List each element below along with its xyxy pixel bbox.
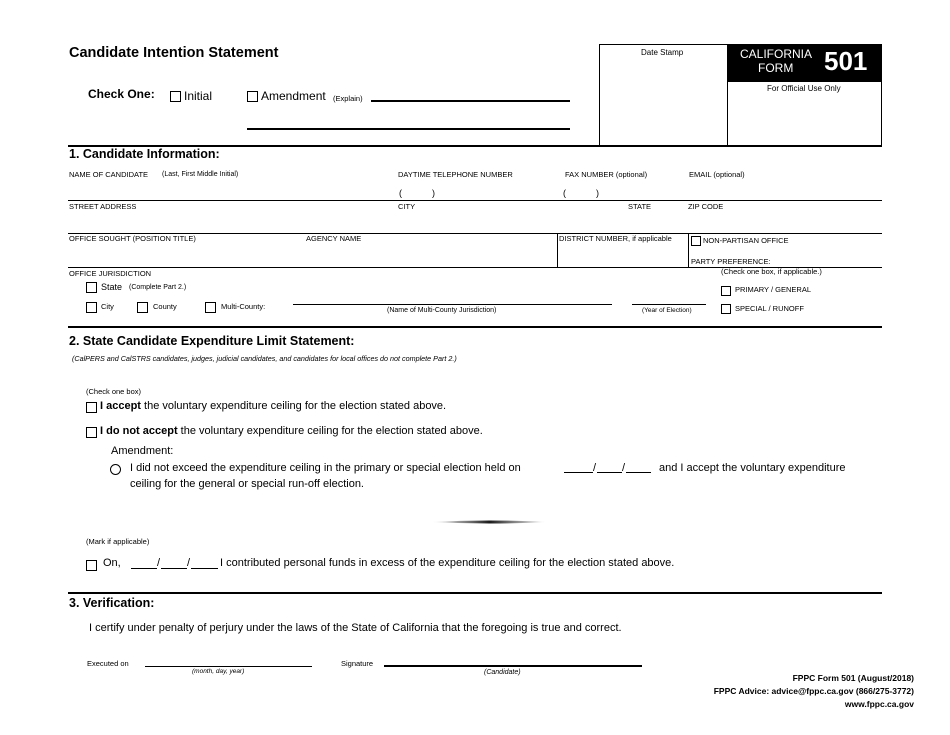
name-label: NAME OF CANDIDATE [69, 170, 149, 179]
not-accept-checkbox[interactable] [86, 427, 97, 438]
multi-county-hint: (Name of Multi-County Jurisdiction) [387, 307, 497, 314]
street-label: STREET ADDRESS [69, 202, 137, 211]
district-label: DISTRICT NUMBER, if applicable [559, 234, 672, 243]
special-runoff-checkbox[interactable] [721, 304, 731, 314]
section2-rule [68, 326, 882, 328]
jurisdiction-city-checkbox[interactable] [86, 302, 97, 313]
funds-date-day[interactable] [161, 568, 187, 569]
daytime-phone-label: DAYTIME TELEPHONE NUMBER [398, 170, 513, 179]
phone-paren-open: ( [399, 188, 402, 198]
fax-label: FAX NUMBER (optional) [565, 170, 648, 179]
amendment-label: Amendment [261, 89, 326, 103]
footer-website: www.fppc.ca.gov [844, 699, 914, 709]
amend-date-year[interactable] [626, 472, 651, 473]
not-accept-statement [100, 425, 483, 437]
section3-rule [68, 592, 882, 594]
county-option-label: County [153, 302, 177, 311]
phone-paren-close: ) [432, 188, 435, 198]
amendment-line1-b: and I accept the voluntary expenditure [659, 462, 846, 474]
special-runoff-label: SPECIAL / RUNOFF [735, 304, 804, 313]
state-option-hint: (Complete Part 2.) [129, 284, 187, 291]
office-sought-label: OFFICE SOUGHT (POSITION TITLE) [69, 234, 196, 243]
signature-line[interactable] [384, 665, 642, 667]
name-hint: (Last, First Middle Initial) [162, 171, 239, 178]
personal-funds-text: I contributed personal funds in excess of the expenditure ceiling for the election stated above. [220, 557, 675, 569]
funds-date-year[interactable] [191, 568, 218, 569]
year-hint: (Year of Election) [642, 307, 692, 314]
funds-date-slash-1: / [157, 557, 161, 569]
accept-rest: the voluntary expenditure ceiling for the election stated above. [140, 400, 447, 412]
check-one-if-applicable: (Check one box, if applicable.) [721, 267, 822, 276]
funds-date-month[interactable] [131, 568, 157, 569]
non-partisan-label: NON-PARTISAN OFFICE [703, 236, 789, 245]
not-accept-bold: I do not accept [100, 425, 178, 437]
footer-form-info: FPPC Form 501 (August/2018) [792, 673, 914, 683]
year-of-election-line[interactable] [632, 304, 706, 305]
accept-checkbox[interactable] [86, 402, 97, 413]
city-option-label: City [101, 302, 114, 311]
form-number-block [728, 44, 882, 82]
on-label: On, [103, 557, 121, 569]
personal-funds-checkbox[interactable] [86, 560, 97, 571]
jurisdiction-multi-county-checkbox[interactable] [205, 302, 216, 313]
funds-date-slash-2: / [187, 557, 191, 569]
jurisdiction-label: OFFICE JURISDICTION [69, 269, 152, 278]
certify-text: I certify under penalty of perjury under the laws of the State of California that the foregoing is true and correct. [89, 622, 622, 634]
section2-amendment-label: Amendment: [111, 445, 174, 457]
agency-label: AGENCY NAME [306, 234, 362, 243]
amend-date-slash-1: / [593, 462, 597, 474]
candidate-hint: (Candidate) [484, 669, 521, 676]
jurisdiction-county-checkbox[interactable] [137, 302, 148, 313]
fax-paren-close: ) [596, 188, 599, 198]
section3-heading: 3. Verification: [69, 596, 155, 610]
primary-general-checkbox[interactable] [721, 286, 731, 296]
city-label: CITY [398, 202, 416, 211]
multi-county-name-line[interactable] [293, 304, 612, 305]
form-number: 501 [824, 46, 868, 76]
signature-label: Signature [341, 659, 374, 668]
party-divider [688, 233, 689, 267]
explain-hint: (Explain) [333, 94, 363, 103]
state-option-label: State [101, 282, 123, 292]
initial-checkbox[interactable] [170, 91, 181, 102]
non-partisan-checkbox[interactable] [691, 236, 701, 246]
date-hint: (month, day, year) [192, 668, 245, 675]
multi-county-option-label: Multi-County: [221, 302, 266, 311]
party-pref-label: PARTY PREFERENCE: [691, 257, 771, 266]
official-use-label: For Official Use Only [767, 84, 841, 93]
check-one-label: Check One: [88, 87, 155, 101]
amend-date-day[interactable] [597, 472, 622, 473]
zip-label: ZIP CODE [688, 202, 724, 211]
amendment-radio[interactable] [110, 464, 121, 475]
decorative-divider [432, 518, 547, 526]
section2-heading: 2. State Candidate Expenditure Limit Statement: [69, 334, 355, 348]
amendment-line2: ceiling for the general or special run-off election. [130, 478, 364, 490]
state-label: STATE [628, 202, 652, 211]
mark-if-applicable: (Mark if applicable) [86, 537, 150, 546]
jurisdiction-state-checkbox[interactable] [86, 282, 97, 293]
form-word: FORM [758, 61, 794, 75]
accept-bold: I accept [100, 400, 141, 412]
amendment-line1-a: I did not exceed the expenditure ceiling in the primary or special election held on [130, 462, 521, 474]
explain-line-2[interactable] [247, 128, 570, 130]
footer-advice: FPPC Advice: advice@fppc.ca.gov (866/275-3772) [713, 686, 914, 696]
district-divider [557, 233, 558, 267]
not-accept-rest: the voluntary expenditure ceiling for the election stated above. [177, 425, 483, 437]
page-title: Candidate Intention Statement [69, 45, 279, 61]
form-state: CALIFORNIA [740, 47, 813, 61]
row-rule-1 [68, 200, 882, 201]
section1-heading: 1. Candidate Information: [69, 147, 220, 161]
email-label: EMAIL (optional) [689, 170, 745, 179]
amendment-checkbox[interactable] [247, 91, 258, 102]
amend-date-month[interactable] [564, 472, 593, 473]
check-one-box-label: (Check one box) [86, 387, 142, 396]
date-stamp-label: Date Stamp [641, 48, 684, 57]
accept-statement [100, 400, 446, 412]
primary-general-label: PRIMARY / GENERAL [735, 285, 811, 294]
explain-line-1[interactable] [371, 100, 570, 102]
initial-label: Initial [184, 89, 213, 103]
amend-date-slash-2: / [622, 462, 626, 474]
executed-on-line[interactable] [145, 666, 312, 667]
section2-subnote: (CalPERS and CalSTRS candidates, judges, judicial candidates, and candidates for local offices do not complete Part 2.) [72, 354, 457, 363]
executed-on-label: Executed on [87, 659, 129, 668]
fax-paren-open: ( [563, 188, 566, 198]
